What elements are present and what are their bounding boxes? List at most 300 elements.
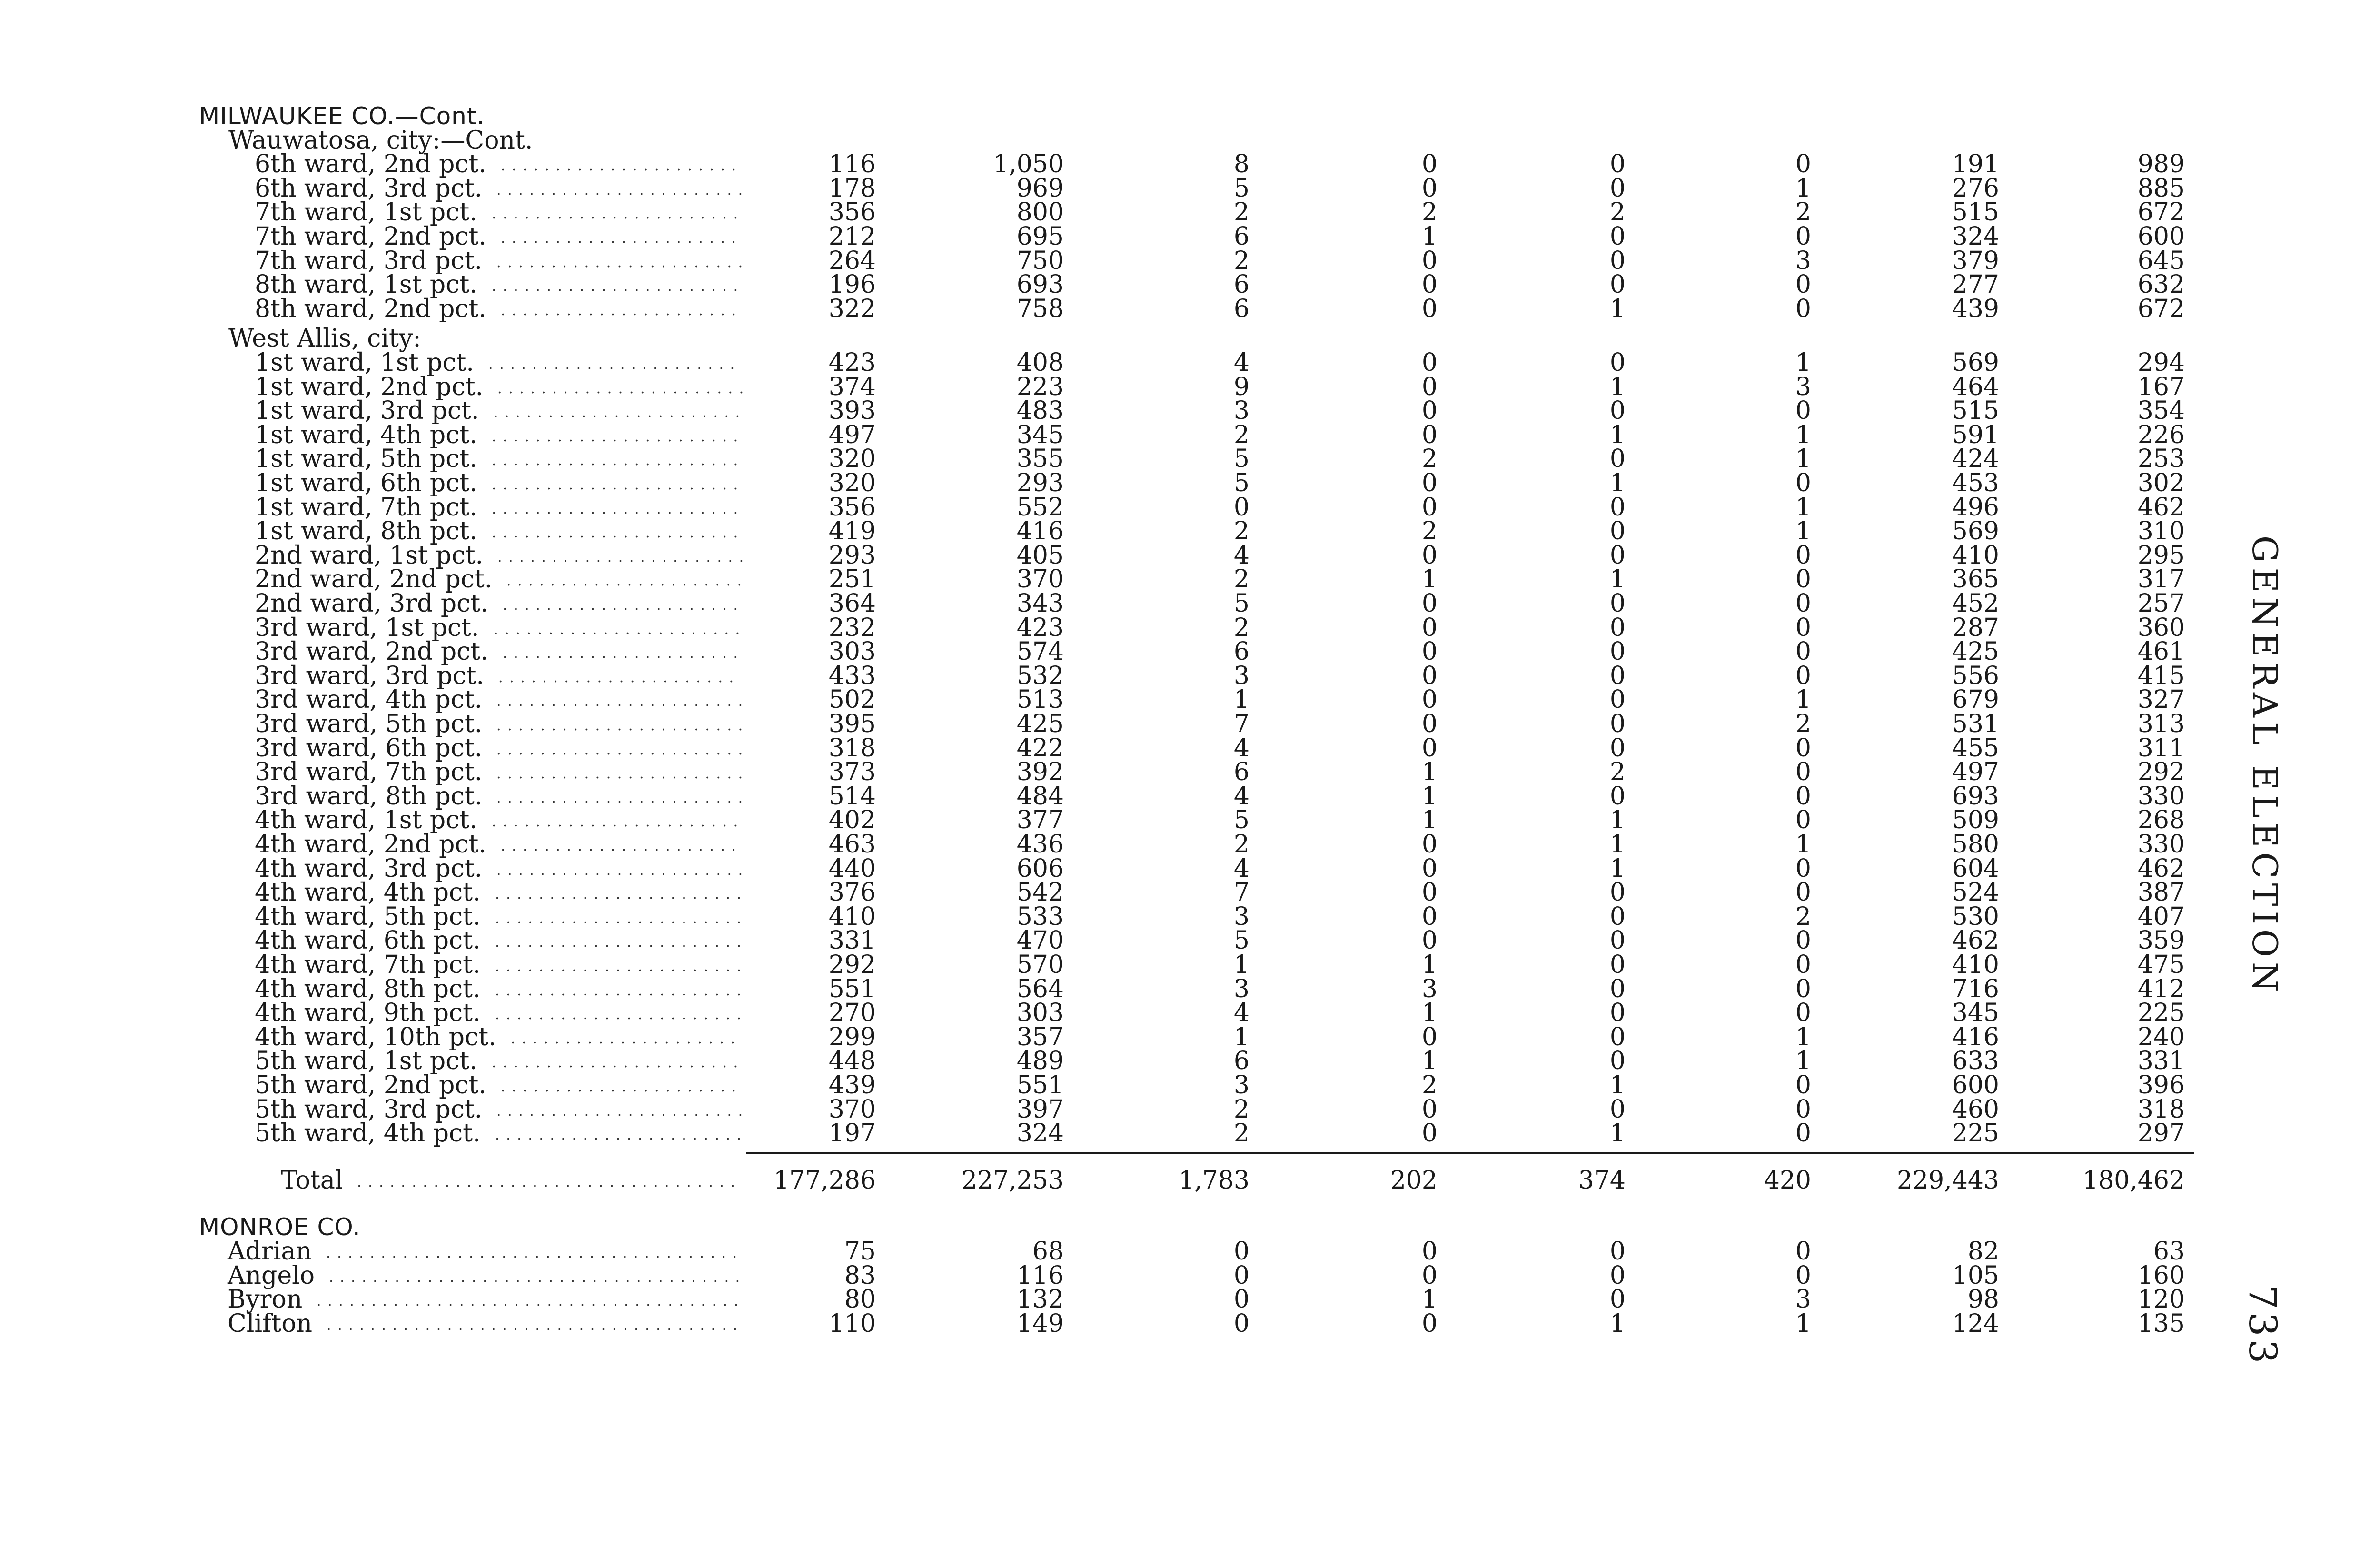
cell-value: 515 bbox=[1952, 198, 1999, 227]
cell-value: 360 bbox=[2137, 613, 2185, 642]
cell-value: 453 bbox=[1952, 469, 1999, 497]
cell-value: 318 bbox=[828, 733, 876, 763]
cell-value: 0 bbox=[1609, 541, 1626, 570]
cell-value: 509 bbox=[1952, 806, 1999, 835]
cell-value: 2 bbox=[1421, 1071, 1438, 1100]
cell-value: 0 bbox=[1795, 396, 1811, 426]
leader-dots: . . . . . . . . . . . . . . . . . . . . . . bbox=[501, 158, 737, 174]
cell-value: 0 bbox=[1795, 565, 1811, 594]
cell-value: 355 bbox=[1016, 445, 1064, 474]
cell-value: 2 bbox=[1233, 420, 1250, 449]
cell-value: 1 bbox=[1421, 565, 1438, 594]
cell-value: 0 bbox=[1421, 1095, 1438, 1124]
leader-dots: . . . . . . . . . . . . . . . . . . . . . . . bbox=[495, 1006, 743, 1023]
cell-value: 357 bbox=[1016, 1022, 1064, 1051]
row-label: 3rd ward, 7th pct. bbox=[255, 758, 483, 787]
cell-value: 2 bbox=[1233, 517, 1250, 546]
cell-value: 83 bbox=[844, 1261, 876, 1290]
cell-value: 0 bbox=[1795, 1071, 1811, 1100]
leader-dots: . . . . . . . . . . . . . . . . . . . . . . . bbox=[492, 428, 739, 445]
cell-value: 2 bbox=[1233, 613, 1250, 642]
cell-value: 135 bbox=[2137, 1309, 2185, 1338]
cell-value: 0 bbox=[1421, 294, 1438, 323]
cell-value: 0 bbox=[1421, 613, 1438, 642]
cell-value: 0 bbox=[1609, 270, 1626, 299]
cell-value: 356 bbox=[828, 493, 876, 522]
cell-value: 374 bbox=[1578, 1166, 1626, 1195]
leader-dots: . . . . . . . . . . . . . . . . . . . . . . bbox=[501, 1079, 737, 1095]
cell-value: 1 bbox=[1609, 420, 1626, 449]
cell-value: 0 bbox=[1421, 1022, 1438, 1051]
cell-value: 448 bbox=[828, 1047, 876, 1076]
cell-value: 345 bbox=[1016, 420, 1064, 449]
cell-value: 574 bbox=[1016, 637, 1064, 666]
cell-value: 0 bbox=[1421, 926, 1438, 955]
leader-dots: . . . . . . . . . . . . . . . . . . . . . . . bbox=[492, 525, 739, 541]
cell-value: 1 bbox=[1609, 854, 1626, 883]
cell-value: 410 bbox=[1952, 951, 1999, 979]
cell-value: 0 bbox=[1795, 294, 1811, 323]
cell-value: 0 bbox=[1421, 174, 1438, 203]
cell-value: 530 bbox=[1952, 902, 1999, 931]
cell-value: 0 bbox=[1609, 878, 1626, 907]
cell-value: 462 bbox=[1952, 926, 1999, 955]
leader-dots: . . . . . . . . . . . . . . . . . . . . . . bbox=[501, 302, 737, 319]
cell-value: 1 bbox=[1795, 1022, 1811, 1051]
cell-value: 327 bbox=[2137, 685, 2185, 714]
leader-dots: . . . . . . . . . . . . . . . . . . . . . . bbox=[501, 838, 737, 854]
cell-value: 370 bbox=[1016, 565, 1064, 594]
leader-dots: . . . . . . . . . . . . . . . . . . . . . . . bbox=[496, 1103, 744, 1120]
cell-value: 2 bbox=[1421, 198, 1438, 227]
row-label: 3rd ward, 5th pct. bbox=[255, 710, 483, 738]
cell-value: 0 bbox=[1421, 469, 1438, 497]
cell-value: 0 bbox=[1421, 348, 1438, 377]
cell-value: 416 bbox=[1952, 1022, 1999, 1051]
row-label: 4th ward, 1st pct. bbox=[255, 806, 477, 835]
leader-dots: . . . . . . . . . . . . . . . . . . . . . . . . . . . . . . . . . . . . . . . bbox=[317, 1293, 740, 1309]
cell-value: 464 bbox=[1952, 372, 1999, 401]
cell-value: 1 bbox=[1421, 222, 1438, 251]
cell-value: 452 bbox=[1952, 589, 1999, 618]
cell-value: 6 bbox=[1233, 270, 1250, 299]
cell-value: 0 bbox=[1421, 1237, 1438, 1266]
cell-value: 0 bbox=[1421, 1261, 1438, 1290]
cell-value: 98 bbox=[1967, 1285, 1999, 1314]
cell-value: 436 bbox=[1016, 830, 1064, 859]
cell-value: 0 bbox=[1421, 710, 1438, 738]
cell-value: 475 bbox=[2137, 951, 2185, 979]
cell-value: 515 bbox=[1952, 396, 1999, 426]
row-label: 2nd ward, 1st pct. bbox=[255, 541, 484, 570]
cell-value: 420 bbox=[1764, 1166, 1811, 1195]
cell-value: 0 bbox=[1609, 517, 1626, 546]
row-label: 4th ward, 5th pct. bbox=[255, 902, 481, 931]
cell-value: 1 bbox=[1609, 806, 1626, 835]
cell-value: 4 bbox=[1233, 733, 1250, 763]
cell-value: 0 bbox=[1795, 1261, 1811, 1290]
leader-dots: . . . . . . . . . . . . . . . . . . . . . . . bbox=[492, 1054, 739, 1071]
row-label: 7th ward, 2nd pct. bbox=[255, 222, 486, 251]
cell-value: 0 bbox=[1609, 661, 1626, 690]
cell-value: 0 bbox=[1795, 782, 1811, 811]
cell-value: 3 bbox=[1233, 661, 1250, 690]
cell-value: 0 bbox=[1421, 150, 1438, 179]
cell-value: 483 bbox=[1016, 396, 1064, 426]
cell-value: 2 bbox=[1795, 710, 1811, 738]
cell-value: 2 bbox=[1609, 198, 1626, 227]
cell-value: 570 bbox=[1016, 951, 1064, 979]
cell-value: 0 bbox=[1795, 1119, 1811, 1148]
cell-value: 606 bbox=[1016, 854, 1064, 883]
cell-value: 1 bbox=[1795, 685, 1811, 714]
cell-value: 317 bbox=[2137, 565, 2185, 594]
cell-value: 0 bbox=[1795, 589, 1811, 618]
cell-value: 600 bbox=[1952, 1071, 1999, 1100]
cell-value: 0 bbox=[1795, 758, 1811, 787]
cell-value: 287 bbox=[1952, 613, 1999, 642]
cell-value: 632 bbox=[2137, 270, 2185, 299]
row-label: Angelo bbox=[228, 1261, 315, 1290]
cell-value: 392 bbox=[1016, 758, 1064, 787]
cell-value: 2 bbox=[1233, 830, 1250, 859]
row-label: 4th ward, 6th pct. bbox=[255, 926, 481, 955]
page-number: 733 bbox=[2241, 1285, 2285, 1367]
row-label: 1st ward, 4th pct. bbox=[255, 420, 477, 449]
cell-value: 0 bbox=[1795, 926, 1811, 955]
row-label: 5th ward, 1st pct. bbox=[255, 1047, 477, 1076]
cell-value: 489 bbox=[1016, 1047, 1064, 1076]
cell-value: 80 bbox=[844, 1285, 876, 1314]
cell-value: 0 bbox=[1795, 999, 1811, 1028]
cell-value: 0 bbox=[1421, 685, 1438, 714]
cell-value: 0 bbox=[1609, 613, 1626, 642]
cell-value: 2 bbox=[1609, 758, 1626, 787]
cell-value: 379 bbox=[1952, 246, 1999, 275]
leader-dots: . . . . . . . . . . . . . . . . . . . . . . . bbox=[495, 910, 743, 927]
cell-value: 497 bbox=[1952, 758, 1999, 787]
cell-value: 330 bbox=[2137, 830, 2185, 859]
cell-value: 68 bbox=[1032, 1237, 1064, 1266]
cell-value: 0 bbox=[1233, 1285, 1250, 1314]
cell-value: 7 bbox=[1233, 710, 1250, 738]
cell-value: 293 bbox=[828, 541, 876, 570]
cell-value: 470 bbox=[1016, 926, 1064, 955]
cell-value: 320 bbox=[828, 445, 876, 474]
cell-value: 2 bbox=[1421, 517, 1438, 546]
cell-value: 253 bbox=[2137, 445, 2185, 474]
cell-value: 292 bbox=[828, 951, 876, 979]
cell-value: 116 bbox=[828, 150, 876, 179]
leader-dots: . . . . . . . . . . . . . . . . . . . . . . . . . . . . . . . . . . . bbox=[357, 1174, 736, 1190]
leader-dots: . . . . . . . . . . . . . . . . . . . . . . . bbox=[496, 790, 744, 806]
cell-value: 354 bbox=[2137, 396, 2185, 426]
cell-value: 132 bbox=[1016, 1285, 1064, 1314]
row-label: 4th ward, 8th pct. bbox=[255, 974, 481, 1003]
cell-value: 396 bbox=[2137, 1071, 2185, 1100]
leader-dots: . . . . . . . . . . . . . . . . . . . . . . . bbox=[494, 404, 741, 421]
cell-value: 1 bbox=[1609, 294, 1626, 323]
cell-value: 225 bbox=[2137, 999, 2185, 1028]
cell-value: 2 bbox=[1233, 1095, 1250, 1124]
cell-value: 5 bbox=[1233, 806, 1250, 835]
cell-value: 6 bbox=[1233, 637, 1250, 666]
cell-value: 0 bbox=[1421, 372, 1438, 401]
cell-value: 551 bbox=[1016, 1071, 1064, 1100]
cell-value: 0 bbox=[1795, 637, 1811, 666]
leader-dots: . . . . . . . . . . . . . . . . . . . . . . . bbox=[496, 765, 744, 782]
cell-value: 513 bbox=[1016, 685, 1064, 714]
cell-value: 693 bbox=[1016, 270, 1064, 299]
cell-value: 1 bbox=[1421, 758, 1438, 787]
cell-value: 580 bbox=[1952, 830, 1999, 859]
cell-value: 412 bbox=[2137, 974, 2185, 1003]
cell-value: 6 bbox=[1233, 758, 1250, 787]
leader-dots: . . . . . . . . . . . . . . . . . . . . . . . . . . . . . . . . . . . . . . bbox=[326, 1245, 738, 1261]
cell-value: 463 bbox=[828, 830, 876, 859]
leader-dots: . . . . . . . . . . . . . . . . . . . . . . . bbox=[494, 621, 741, 638]
cell-value: 460 bbox=[1952, 1095, 1999, 1124]
cell-value: 600 bbox=[2137, 222, 2185, 251]
cell-value: 359 bbox=[2137, 926, 2185, 955]
row-label: 1st ward, 5th pct. bbox=[255, 445, 477, 474]
cell-value: 2 bbox=[1233, 1119, 1250, 1148]
leader-dots: . . . . . . . . . . . . . . . . . . . . . . . bbox=[492, 206, 739, 222]
cell-value: 293 bbox=[1016, 469, 1064, 497]
cell-value: 0 bbox=[1421, 1119, 1438, 1148]
cell-value: 3 bbox=[1233, 1071, 1250, 1100]
cell-value: 4 bbox=[1233, 999, 1250, 1028]
cell-value: 225 bbox=[1952, 1119, 1999, 1148]
leader-dots: . . . . . . . . . . . . . . . . . . . . . . . bbox=[495, 982, 743, 999]
cell-value: 197 bbox=[828, 1119, 876, 1148]
cell-value: 120 bbox=[2137, 1285, 2185, 1314]
cell-value: 1 bbox=[1795, 174, 1811, 203]
cell-value: 0 bbox=[1609, 1237, 1626, 1266]
cell-value: 750 bbox=[1016, 246, 1064, 275]
cell-value: 297 bbox=[2137, 1119, 2185, 1148]
cell-value: 2 bbox=[1421, 445, 1438, 474]
cell-value: 82 bbox=[1967, 1237, 1999, 1266]
row-label: 5th ward, 3rd pct. bbox=[255, 1095, 483, 1124]
cell-value: 313 bbox=[2137, 710, 2185, 738]
leader-dots: . . . . . . . . . . . . . . . . . . . . . . . . . . . . . . . . . . . . . . bbox=[329, 1269, 741, 1286]
cell-value: 0 bbox=[1421, 246, 1438, 275]
cell-value: 484 bbox=[1016, 782, 1064, 811]
cell-value: 1 bbox=[1421, 951, 1438, 979]
cell-value: 294 bbox=[2137, 348, 2185, 377]
cell-value: 4 bbox=[1233, 782, 1250, 811]
cell-value: 0 bbox=[1421, 589, 1438, 618]
cell-value: 410 bbox=[828, 902, 876, 931]
cell-value: 1 bbox=[1421, 999, 1438, 1028]
cell-value: 1 bbox=[1795, 517, 1811, 546]
cell-value: 416 bbox=[1016, 517, 1064, 546]
cell-value: 3 bbox=[1795, 1285, 1811, 1314]
cell-value: 0 bbox=[1609, 396, 1626, 426]
cell-value: 149 bbox=[1016, 1309, 1064, 1338]
cell-value: 415 bbox=[2137, 661, 2185, 690]
cell-value: 0 bbox=[1609, 1285, 1626, 1314]
cell-value: 63 bbox=[2153, 1237, 2185, 1266]
cell-value: 343 bbox=[1016, 589, 1064, 618]
county-heading: MILWAUKEE CO.—Cont. bbox=[199, 102, 485, 130]
cell-value: 0 bbox=[1609, 1095, 1626, 1124]
cell-value: 364 bbox=[828, 589, 876, 618]
cell-value: 264 bbox=[828, 246, 876, 275]
cell-value: 3 bbox=[1233, 974, 1250, 1003]
cell-value: 440 bbox=[828, 854, 876, 883]
cell-value: 0 bbox=[1609, 246, 1626, 275]
cell-value: 405 bbox=[1016, 541, 1064, 570]
cell-value: 1 bbox=[1233, 1022, 1250, 1051]
cell-value: 1 bbox=[1233, 951, 1250, 979]
cell-value: 1 bbox=[1421, 806, 1438, 835]
cell-value: 969 bbox=[1016, 174, 1064, 203]
cell-value: 370 bbox=[828, 1095, 876, 1124]
cell-value: 196 bbox=[828, 270, 876, 299]
cell-value: 0 bbox=[1609, 222, 1626, 251]
cell-value: 402 bbox=[828, 806, 876, 835]
cell-value: 393 bbox=[828, 396, 876, 426]
leader-dots: . . . . . . . . . . . . . . . . . . . . . . . bbox=[488, 356, 736, 373]
row-label: 5th ward, 4th pct. bbox=[255, 1119, 481, 1148]
cell-value: 1 bbox=[1795, 445, 1811, 474]
row-label: 5th ward, 2nd pct. bbox=[255, 1071, 486, 1100]
cell-value: 502 bbox=[828, 685, 876, 714]
cell-value: 407 bbox=[2137, 902, 2185, 931]
cell-value: 455 bbox=[1952, 733, 1999, 763]
cell-value: 160 bbox=[2137, 1261, 2185, 1290]
cell-value: 0 bbox=[1795, 878, 1811, 907]
cell-value: 0 bbox=[1421, 1309, 1438, 1338]
cell-value: 229,443 bbox=[1896, 1166, 1999, 1195]
cell-value: 672 bbox=[2137, 294, 2185, 323]
cell-value: 322 bbox=[828, 294, 876, 323]
cell-value: 433 bbox=[828, 661, 876, 690]
cell-value: 318 bbox=[2137, 1095, 2185, 1124]
cell-value: 374 bbox=[828, 372, 876, 401]
cell-value: 1 bbox=[1795, 420, 1811, 449]
cell-value: 202 bbox=[1390, 1166, 1438, 1195]
cell-value: 0 bbox=[1609, 999, 1626, 1028]
cell-value: 0 bbox=[1609, 733, 1626, 763]
cell-value: 0 bbox=[1233, 1261, 1250, 1290]
cell-value: 422 bbox=[1016, 733, 1064, 763]
leader-dots: . . . . . . . . . . . . . . . . . . . . . . . bbox=[496, 862, 744, 879]
cell-value: 0 bbox=[1609, 174, 1626, 203]
cell-value: 8 bbox=[1233, 150, 1250, 179]
cell-value: 1 bbox=[1421, 1285, 1438, 1314]
cell-value: 9 bbox=[1233, 372, 1250, 401]
cell-value: 0 bbox=[1795, 1237, 1811, 1266]
cell-value: 0 bbox=[1609, 150, 1626, 179]
cell-value: 299 bbox=[828, 1022, 876, 1051]
cell-value: 0 bbox=[1421, 396, 1438, 426]
cell-value: 365 bbox=[1952, 565, 1999, 594]
cell-value: 551 bbox=[828, 974, 876, 1003]
cell-value: 0 bbox=[1233, 1309, 1250, 1338]
cell-value: 533 bbox=[1016, 902, 1064, 931]
cell-value: 424 bbox=[1952, 445, 1999, 474]
cell-value: 345 bbox=[1952, 999, 1999, 1028]
cell-value: 1 bbox=[1609, 1309, 1626, 1338]
cell-value: 2 bbox=[1233, 565, 1250, 594]
cell-value: 110 bbox=[828, 1309, 876, 1338]
row-label: Clifton bbox=[228, 1309, 312, 1338]
cell-value: 292 bbox=[2137, 758, 2185, 787]
cell-value: 1 bbox=[1609, 469, 1626, 497]
row-label: 1st ward, 8th pct. bbox=[255, 517, 477, 546]
cell-value: 462 bbox=[2137, 493, 2185, 522]
leader-dots: . . . . . . . . . . . . . . . . . . . . . . . bbox=[496, 717, 744, 734]
cell-value: 1 bbox=[1795, 348, 1811, 377]
cell-value: 1 bbox=[1609, 565, 1626, 594]
cell-value: 1 bbox=[1609, 830, 1626, 859]
cell-value: 425 bbox=[1952, 637, 1999, 666]
cell-value: 6 bbox=[1233, 222, 1250, 251]
cell-value: 604 bbox=[1952, 854, 1999, 883]
cell-value: 0 bbox=[1795, 541, 1811, 570]
leader-dots: . . . . . . . . . . . . . . . . . . . . . . . bbox=[496, 742, 744, 758]
cell-value: 1,783 bbox=[1179, 1166, 1250, 1195]
cell-value: 2 bbox=[1233, 246, 1250, 275]
row-label: 1st ward, 3rd pct. bbox=[255, 396, 479, 426]
cell-value: 331 bbox=[828, 926, 876, 955]
cell-value: 524 bbox=[1952, 878, 1999, 907]
cell-value: 0 bbox=[1795, 733, 1811, 763]
row-label: 4th ward, 9th pct. bbox=[255, 999, 481, 1028]
cell-value: 276 bbox=[1952, 174, 1999, 203]
cell-value: 377 bbox=[1016, 806, 1064, 835]
cell-value: 0 bbox=[1795, 222, 1811, 251]
cell-value: 497 bbox=[828, 420, 876, 449]
row-label: 3rd ward, 3rd pct. bbox=[255, 661, 485, 690]
cell-value: 330 bbox=[2137, 782, 2185, 811]
cell-value: 1 bbox=[1795, 1047, 1811, 1076]
cell-value: 0 bbox=[1609, 1047, 1626, 1076]
cell-value: 0 bbox=[1609, 637, 1626, 666]
cell-value: 556 bbox=[1952, 661, 1999, 690]
cell-value: 0 bbox=[1421, 854, 1438, 883]
cell-value: 679 bbox=[1952, 685, 1999, 714]
row-label: 1st ward, 7th pct. bbox=[255, 493, 477, 522]
cell-value: 5 bbox=[1233, 174, 1250, 203]
cell-value: 0 bbox=[1795, 150, 1811, 179]
row-label: 4th ward, 7th pct. bbox=[255, 951, 481, 979]
cell-value: 0 bbox=[1609, 974, 1626, 1003]
group-heading: Wauwatosa, city:—Cont. bbox=[228, 126, 533, 155]
running-head: GENERAL ELECTION bbox=[2245, 535, 2285, 997]
row-label: 4th ward, 4th pct. bbox=[255, 878, 481, 907]
cell-value: 303 bbox=[1016, 999, 1064, 1028]
leader-dots: . . . . . . . . . . . . . . . . . . . . . . . bbox=[492, 813, 739, 830]
cell-value: 167 bbox=[2137, 372, 2185, 401]
cell-value: 320 bbox=[828, 469, 876, 497]
cell-value: 439 bbox=[1952, 294, 1999, 323]
cell-value: 373 bbox=[828, 758, 876, 787]
cell-value: 331 bbox=[2137, 1047, 2185, 1076]
row-label: 4th ward, 3rd pct. bbox=[255, 854, 483, 883]
cell-value: 105 bbox=[1952, 1261, 1999, 1290]
cell-value: 716 bbox=[1952, 974, 1999, 1003]
cell-value: 387 bbox=[2137, 878, 2185, 907]
cell-value: 268 bbox=[2137, 806, 2185, 835]
cell-value: 303 bbox=[828, 637, 876, 666]
leader-dots: . . . . . . . . . . . . . . . . . . . . . . . bbox=[495, 886, 743, 902]
leader-dots: . . . . . . . . . . . . . . . . . . . . . . . bbox=[492, 476, 739, 493]
leader-dots: . . . . . . . . . . . . . . . . . . . . . . . bbox=[496, 693, 744, 710]
